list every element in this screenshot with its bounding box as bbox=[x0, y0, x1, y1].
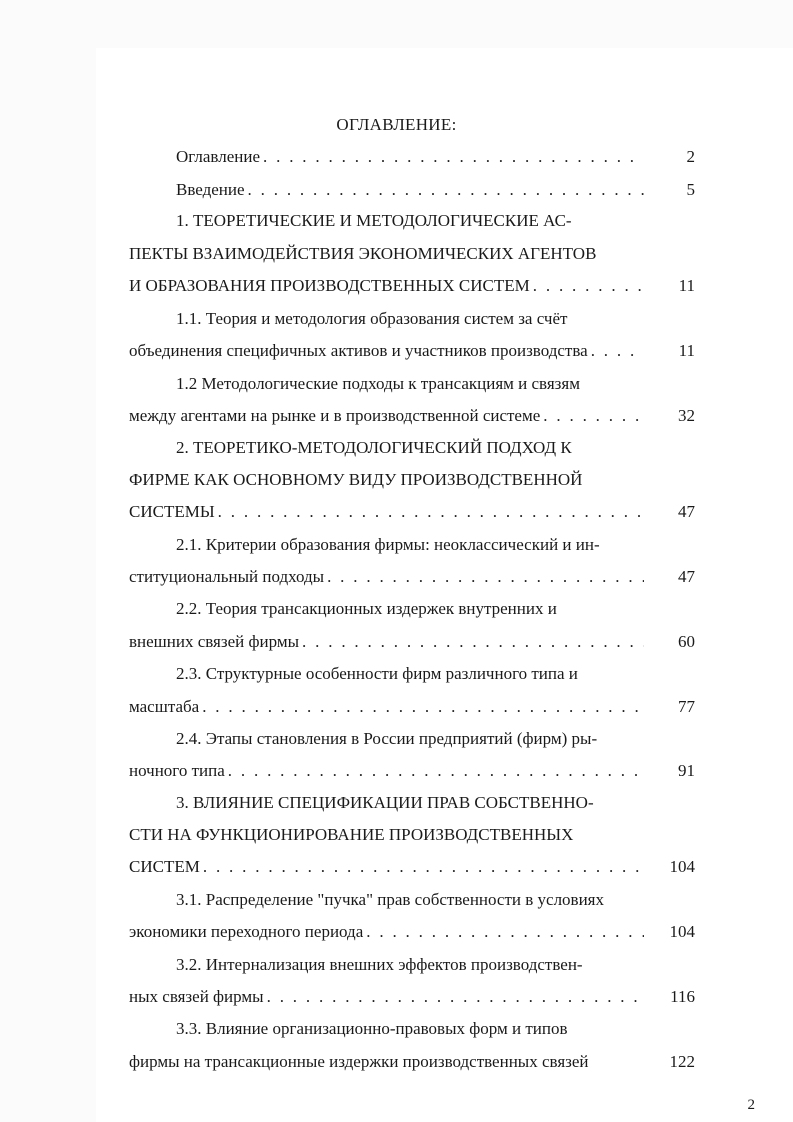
toc-page-number: 11 bbox=[678, 276, 695, 295]
toc-page-number: 60 bbox=[678, 632, 695, 651]
toc-page-number: 32 bbox=[678, 406, 695, 425]
leader-dots bbox=[302, 631, 644, 653]
toc-entry-introduction[interactable]: Введение . . . bbox=[176, 179, 644, 201]
toc-title: ОГЛАВЛЕНИЕ: bbox=[336, 115, 457, 134]
leader-dots bbox=[543, 405, 644, 427]
toc-entry-chapter-3[interactable]: 3. ВЛИЯНИЕ СПЕЦИФИКАЦИИ ПРАВ СОБСТВЕННО- bbox=[176, 793, 594, 812]
toc-entry-section-3-3-cont[interactable]: фирмы на трансакционные издержки производственных связей bbox=[129, 1052, 589, 1071]
toc-entry-chapter-1[interactable]: 1. ТЕОРЕТИЧЕСКИЕ И МЕТОДОЛОГИЧЕСКИЕ АС- bbox=[176, 211, 572, 230]
leader-dots bbox=[263, 146, 644, 168]
leader-dots bbox=[202, 696, 644, 718]
toc-entry-section-2-3[interactable]: 2.3. Структурные особенности фирм различного типа и bbox=[176, 664, 578, 683]
leader-dots bbox=[533, 275, 644, 297]
toc-page-number: 122 bbox=[669, 1052, 695, 1071]
toc-entry-section-2-2[interactable]: 2.2. Теория трансакционных издержек внутренних и bbox=[176, 599, 557, 618]
leader-dots bbox=[228, 760, 644, 782]
toc-entry-section-2-2-cont[interactable]: внешних связей фирмы . . . bbox=[129, 631, 644, 653]
toc-entry-section-1-1[interactable]: 1.1. Теория и методология образования систем за счёт bbox=[176, 309, 568, 328]
toc-entry-chapter-2-cont[interactable]: ФИРМЕ КАК ОСНОВНОМУ ВИДУ ПРОИЗВОДСТВЕННОЙ bbox=[129, 470, 583, 489]
toc-entry-section-3-2-cont[interactable]: ных связей фирмы . . . bbox=[129, 986, 644, 1008]
toc-page-number: 104 bbox=[669, 857, 695, 876]
leader-dots bbox=[267, 986, 644, 1008]
leader-dots bbox=[366, 921, 644, 943]
toc-entry-chapter-3-cont[interactable]: СТИ НА ФУНКЦИОНИРОВАНИЕ ПРОИЗВОДСТВЕННЫХ bbox=[129, 825, 574, 844]
toc-entry-section-1-1-cont[interactable]: объединения специфичных активов и участников производства . . . bbox=[129, 340, 644, 362]
toc-page-number: 104 bbox=[669, 922, 695, 941]
toc-entry-chapter-2[interactable]: 2. ТЕОРЕТИКО-МЕТОДОЛОГИЧЕСКИЙ ПОДХОД К bbox=[176, 438, 572, 457]
toc-entry-chapter-1-cont[interactable]: И ОБРАЗОВАНИЯ ПРОИЗВОДСТВЕННЫХ СИСТЕМ . . . bbox=[129, 275, 644, 297]
toc-entry-section-2-3-cont[interactable]: масштаба . . . bbox=[129, 696, 644, 718]
leader-dots bbox=[203, 856, 644, 878]
toc-page-number: 11 bbox=[678, 341, 695, 360]
toc-page-number: 5 bbox=[686, 180, 695, 199]
toc-entry-section-2-1[interactable]: 2.1. Критерии образования фирмы: неоклассический и ин- bbox=[176, 535, 600, 554]
leader-dots bbox=[327, 566, 644, 588]
page-number-footer: 2 bbox=[747, 1097, 755, 1113]
leader-dots bbox=[591, 340, 644, 362]
leader-dots bbox=[248, 179, 644, 201]
toc-entry-section-2-1-cont[interactable]: ституциональный подходы . . . bbox=[129, 566, 644, 588]
toc-entry-section-3-1-cont[interactable]: экономики переходного периода . . . bbox=[129, 921, 644, 943]
toc-entry-chapter-1-cont[interactable]: ПЕКТЫ ВЗАИМОДЕЙСТВИЯ ЭКОНОМИЧЕСКИХ АГЕНТОВ bbox=[129, 244, 597, 263]
toc-entry-section-1-2-cont[interactable]: между агентами на рынке и в производственной системе . . . bbox=[129, 405, 644, 427]
toc-entry-section-3-3[interactable]: 3.3. Влияние организационно-правовых форм и типов bbox=[176, 1019, 568, 1038]
toc-entry-chapter-2-cont[interactable]: СИСТЕМЫ . . . bbox=[129, 501, 644, 523]
toc-entry-chapter-3-cont[interactable]: СИСТЕМ . . . bbox=[129, 856, 644, 878]
toc-page-number: 47 bbox=[678, 502, 695, 521]
toc-entry-section-1-2[interactable]: 1.2 Методологические подходы к трансакциям и связям bbox=[176, 374, 580, 393]
toc-entry-section-2-4-cont[interactable]: ночного типа . . . bbox=[129, 760, 644, 782]
toc-page-number: 47 bbox=[678, 567, 695, 586]
leader-dots bbox=[218, 501, 644, 523]
toc-page-number: 2 bbox=[686, 147, 695, 166]
toc-page-number: 91 bbox=[678, 761, 695, 780]
toc-entry-section-3-2[interactable]: 3.2. Интернализация внешних эффектов производствен- bbox=[176, 955, 583, 974]
toc-entry-section-3-1[interactable]: 3.1. Распределение "пучка" прав собственности в условиях bbox=[176, 890, 605, 909]
toc-page-number: 116 bbox=[670, 987, 695, 1006]
toc-entry-introduction-toc[interactable]: Оглавление . . . bbox=[176, 146, 644, 168]
toc-page-number: 77 bbox=[678, 697, 695, 716]
toc-entry-section-2-4[interactable]: 2.4. Этапы становления в России предприятий (фирм) ры- bbox=[176, 729, 598, 748]
